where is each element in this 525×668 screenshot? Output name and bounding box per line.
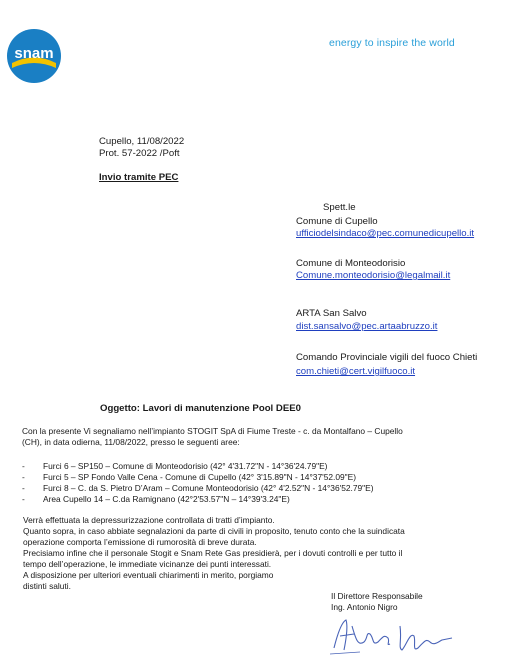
salutation: Spett.le: [323, 202, 356, 213]
list-item: [0, 472, 525, 483]
recipient-email-link[interactable]: com.chieti@cert.vigilfuoco.it: [296, 366, 416, 377]
svg-text:snam: snam: [14, 45, 54, 62]
delivery-method: Invio tramite PEC: [99, 172, 179, 183]
body-intro-line: (CH), in data odierna, 11/08/2022, presso le seguenti aree:: [22, 437, 240, 447]
recipient-email-link[interactable]: dist.sansalvo@pec.artaabruzzo.it: [296, 321, 438, 332]
area-text: Furci 5 – SP Fondo Valle Cena - Comune di Cupello (42° 3'15.89"N - 14°37'52.09"E): [43, 472, 357, 482]
recipient-name: Comune di Monteodorisio: [296, 258, 406, 269]
recipient-name: Comune di Cupello: [296, 216, 378, 227]
paragraph-line: operazione comporta l’emissione di rumorosità di breve durata.: [23, 537, 257, 547]
paragraph-line: A disposizione per ulteriori eventuali chiarimenti in merito, porgiamo: [23, 570, 274, 580]
paragraph-line: tempo dell’operazione, le immediate vicinanze dei punti interessati.: [23, 559, 272, 569]
bullet: -: [22, 472, 25, 482]
bullet: -: [22, 483, 25, 493]
recipient-name: ARTA San Salvo: [296, 308, 367, 319]
closing-paragraph: [23, 515, 405, 592]
paragraph-line: Precisiamo infine che il personale Stogit e Snam Rete Gas presidierà, per i dovuti controlli e per tutto il: [23, 548, 403, 558]
signature-name: Ing. Antonio Nigro: [331, 602, 398, 612]
area-text: Furci 8 – C. da S. Pietro D’Aram – Comune Monteodorisio (42° 4'2.52"N - 14°36'52.79"E): [43, 483, 374, 493]
list-item: [0, 483, 525, 494]
handwritten-signature: [330, 612, 460, 656]
tagline: energy to inspire the world: [329, 37, 455, 49]
list-item: [0, 494, 525, 505]
paragraph-line: Quanto sopra, in caso abbiate segnalazioni da parte di civili in proposito, tenuto conto che la suindicata: [23, 526, 405, 536]
bullet: -: [22, 461, 25, 471]
place-date: Cupello, 11/08/2022: [99, 136, 185, 147]
signature-role: Il Direttore Responsabile: [331, 591, 423, 601]
protocol-number: Prot. 57-2022 /Poft: [99, 148, 180, 159]
paragraph-line: Verrà effettuata la depressurizzazione controllata di tratti d’impianto.: [23, 515, 275, 525]
body-intro-line: Con la presente Vi segnaliamo nell’impianto STOGIT SpA di Fiume Treste - c. da Montalfano – Cupello: [22, 426, 403, 436]
subject-line: Oggetto: Lavori di manutenzione Pool DEE0: [100, 403, 301, 414]
areas-list: [0, 461, 525, 505]
recipient-email-link[interactable]: Comune.monteodorisio@legalmail.it: [296, 270, 451, 281]
area-text: Area Cupello 14 – C.da Ramignano (42°2'53.57"N – 14°39'3.24"E): [43, 494, 290, 504]
recipient-email-link[interactable]: ufficiodelsindaco@pec.comunedicupello.it: [296, 228, 475, 239]
bullet: -: [22, 494, 25, 504]
list-item: [0, 461, 525, 472]
snam-logo: [6, 28, 62, 84]
paragraph-line: distinti saluti.: [23, 581, 71, 591]
recipient-name: Comando Provinciale vigili del fuoco Chieti: [296, 352, 478, 363]
area-text: Furci 6 – SP150 – Comune di Monteodorisio (42° 4'31.72"N - 14°36'24.79"E): [43, 461, 328, 471]
